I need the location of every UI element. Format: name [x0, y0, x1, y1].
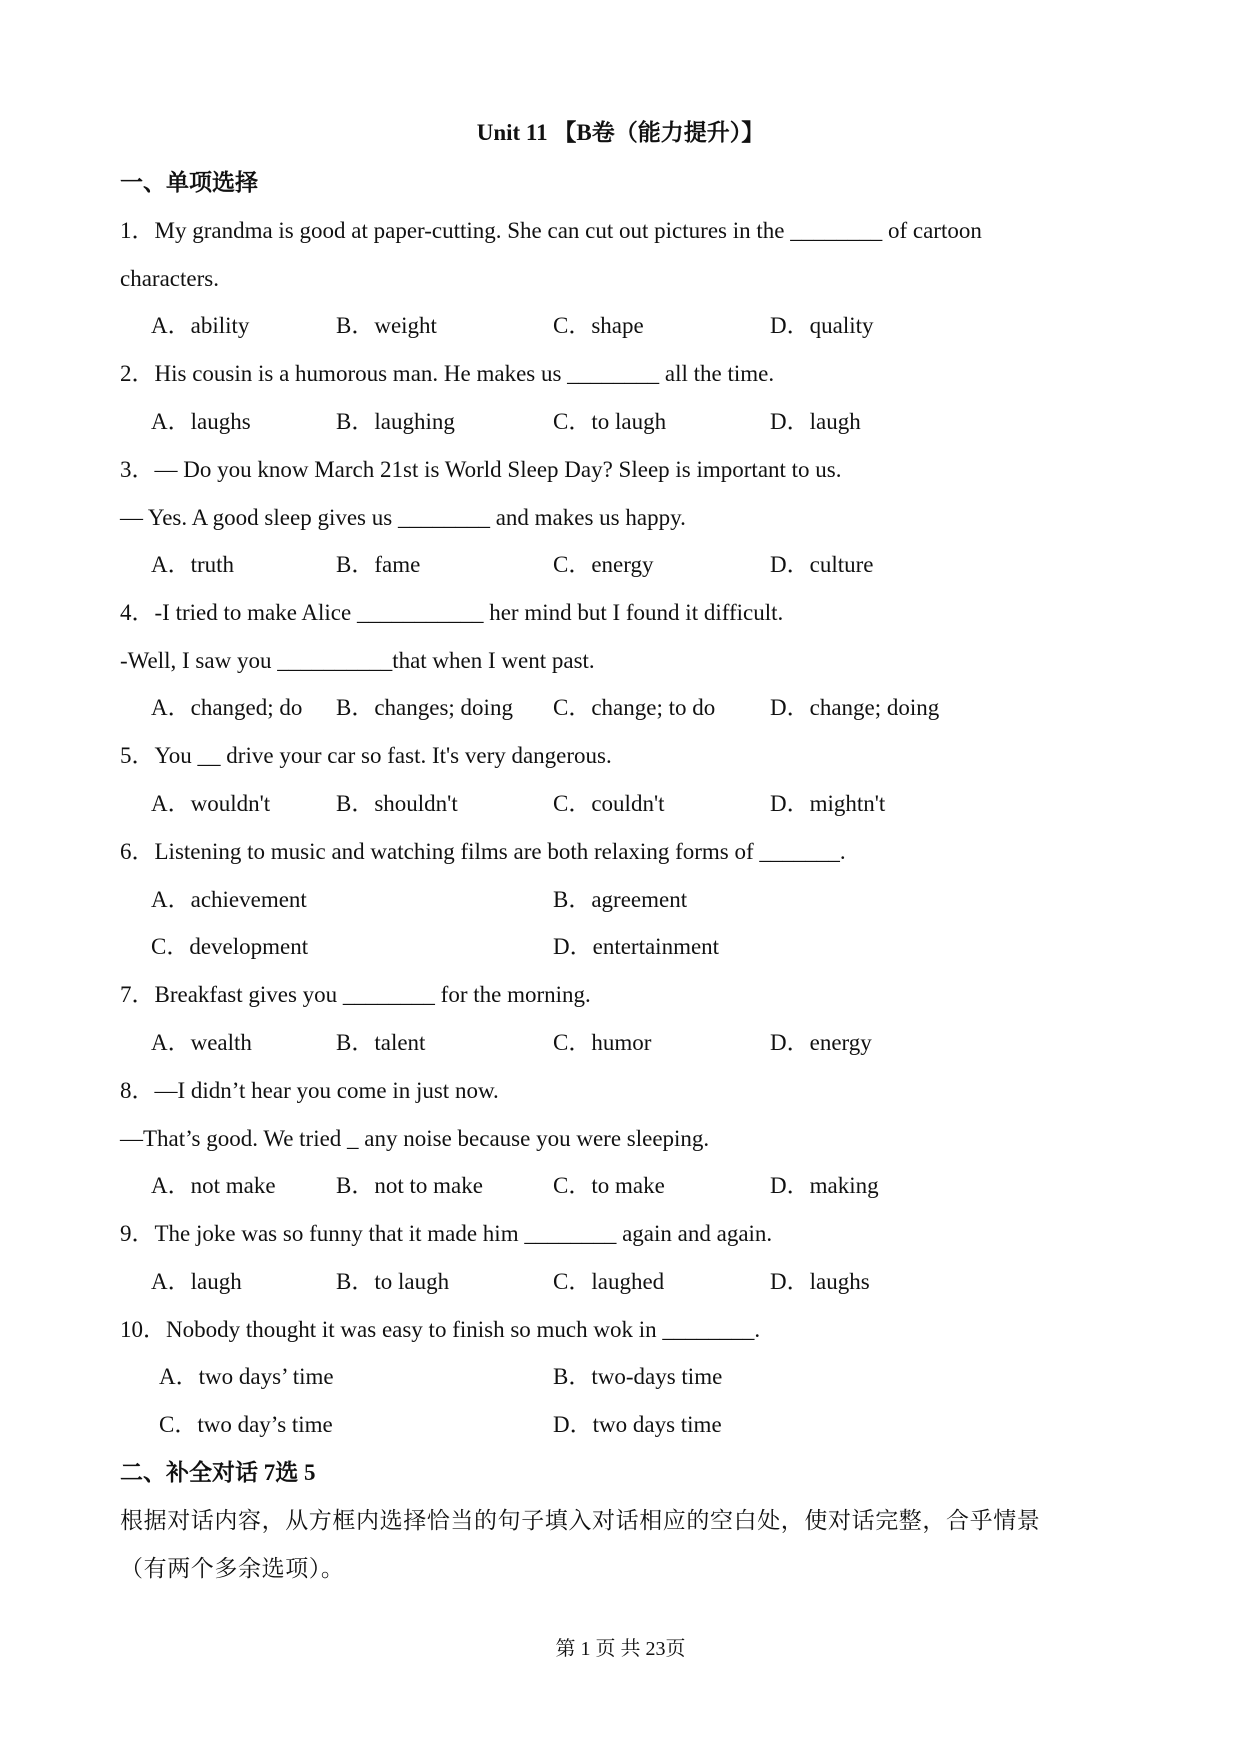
question-3-option-c: C．energy	[553, 552, 654, 577]
question-7-option-d: D．energy	[770, 1030, 872, 1055]
question-1-stem: 1．My grandma is good at paper-cutting. She can cut out pictures in the ________ of cartoon	[120, 218, 982, 243]
question-9-option-c: C．laughed	[553, 1269, 665, 1294]
question-8-stem-continued: —That’s good. We tried _ any noise because you were sleeping.	[120, 1126, 710, 1151]
question-4-option-b: B．changes; doing	[336, 695, 513, 720]
section-2-instruction-continued: （有两个多余选项）。	[120, 1556, 345, 1581]
question-2-option-b: B．laughing	[336, 409, 455, 434]
question-4-option-d: D．change; doing	[770, 695, 940, 720]
question-7-option-c: C．humor	[553, 1030, 652, 1055]
section-heading-dialogue-completion: 二、补全对话 7选 5	[120, 1460, 316, 1485]
question-3-stem: 3．— Do you know March 21st is World Sleep Day? Sleep is important to us.	[120, 457, 842, 482]
page-footer: 第 1 页 共 23页	[555, 1638, 686, 1660]
question-6-stem: 6．Listening to music and watching films are both relaxing forms of _______.	[120, 839, 846, 864]
question-1-option-d: D．quality	[770, 313, 874, 338]
question-9-stem: 9．The joke was so funny that it made him ________ again and again.	[120, 1221, 773, 1246]
question-10-option-c: C．two day’s time	[159, 1412, 333, 1437]
section-heading-single-choice: 一、单项选择	[120, 170, 258, 195]
question-10-option-b: B．two-days time	[553, 1364, 723, 1389]
question-3-option-a: A．truth	[151, 552, 235, 577]
question-1-option-b: B．weight	[336, 313, 437, 338]
question-8-stem: 8．—I didn’t hear you come in just now.	[120, 1078, 499, 1103]
question-6-option-c: C．development	[151, 934, 309, 959]
question-9-option-d: D．laughs	[770, 1269, 870, 1294]
question-10-stem: 10．Nobody thought it was easy to finish so much wok in ________.	[120, 1317, 761, 1342]
question-2-option-d: D．laugh	[770, 409, 861, 434]
question-8-option-a: A．not make	[151, 1173, 276, 1198]
question-5-option-c: C．couldn't	[553, 791, 665, 816]
question-8-option-b: B．not to make	[336, 1173, 483, 1198]
question-3-option-d: D．culture	[770, 552, 874, 577]
question-4-option-c: C．change; to do	[553, 695, 716, 720]
question-5-option-b: B．shouldn't	[336, 791, 458, 816]
question-4-stem-continued: -Well, I saw you __________that when I went past.	[120, 648, 595, 673]
question-6-option-b: B．agreement	[553, 887, 688, 912]
question-8-option-c: C．to make	[553, 1173, 665, 1198]
question-6-option-a: A．achievement	[151, 887, 307, 912]
question-10-option-d: D．two days time	[553, 1412, 722, 1437]
question-8-option-d: D．making	[770, 1173, 879, 1198]
question-4-option-a: A．changed; do	[151, 695, 303, 720]
question-10-option-a: A．two days’ time	[159, 1364, 334, 1389]
question-1-option-c: C．shape	[553, 313, 644, 338]
question-7-option-b: B．talent	[336, 1030, 426, 1055]
question-9-option-b: B．to laugh	[336, 1269, 450, 1294]
question-2-stem: 2．His cousin is a humorous man. He makes us ________ all the time.	[120, 361, 775, 386]
question-7-option-a: A．wealth	[151, 1030, 252, 1055]
question-7-stem: 7．Breakfast gives you ________ for the morning.	[120, 982, 591, 1007]
question-2-option-a: A．laughs	[151, 409, 251, 434]
question-3-stem-continued: — Yes. A good sleep gives us ________ and makes us happy.	[120, 505, 686, 530]
question-2-option-c: C．to laugh	[553, 409, 667, 434]
question-5-option-a: A．wouldn't	[151, 791, 271, 816]
page-title: Unit 11 【B卷（能力提升）】	[476, 120, 765, 145]
section-2-instruction: 根据对话内容，从方框内选择恰当的句子填入对话相应的空白处，使对话完整，合乎情景	[120, 1508, 1041, 1533]
question-1-option-a: A．ability	[151, 313, 250, 338]
question-6-option-d: D．entertainment	[553, 934, 720, 959]
question-3-option-b: B．fame	[336, 552, 421, 577]
question-9-option-a: A．laugh	[151, 1269, 242, 1294]
question-5-option-d: D．mightn't	[770, 791, 886, 816]
question-4-stem: 4．-I tried to make Alice ___________ her mind but I found it difficult.	[120, 600, 784, 625]
question-5-stem: 5．You __ drive your car so fast. It's very dangerous.	[120, 743, 612, 768]
question-1-stem-continued: characters.	[120, 266, 219, 291]
